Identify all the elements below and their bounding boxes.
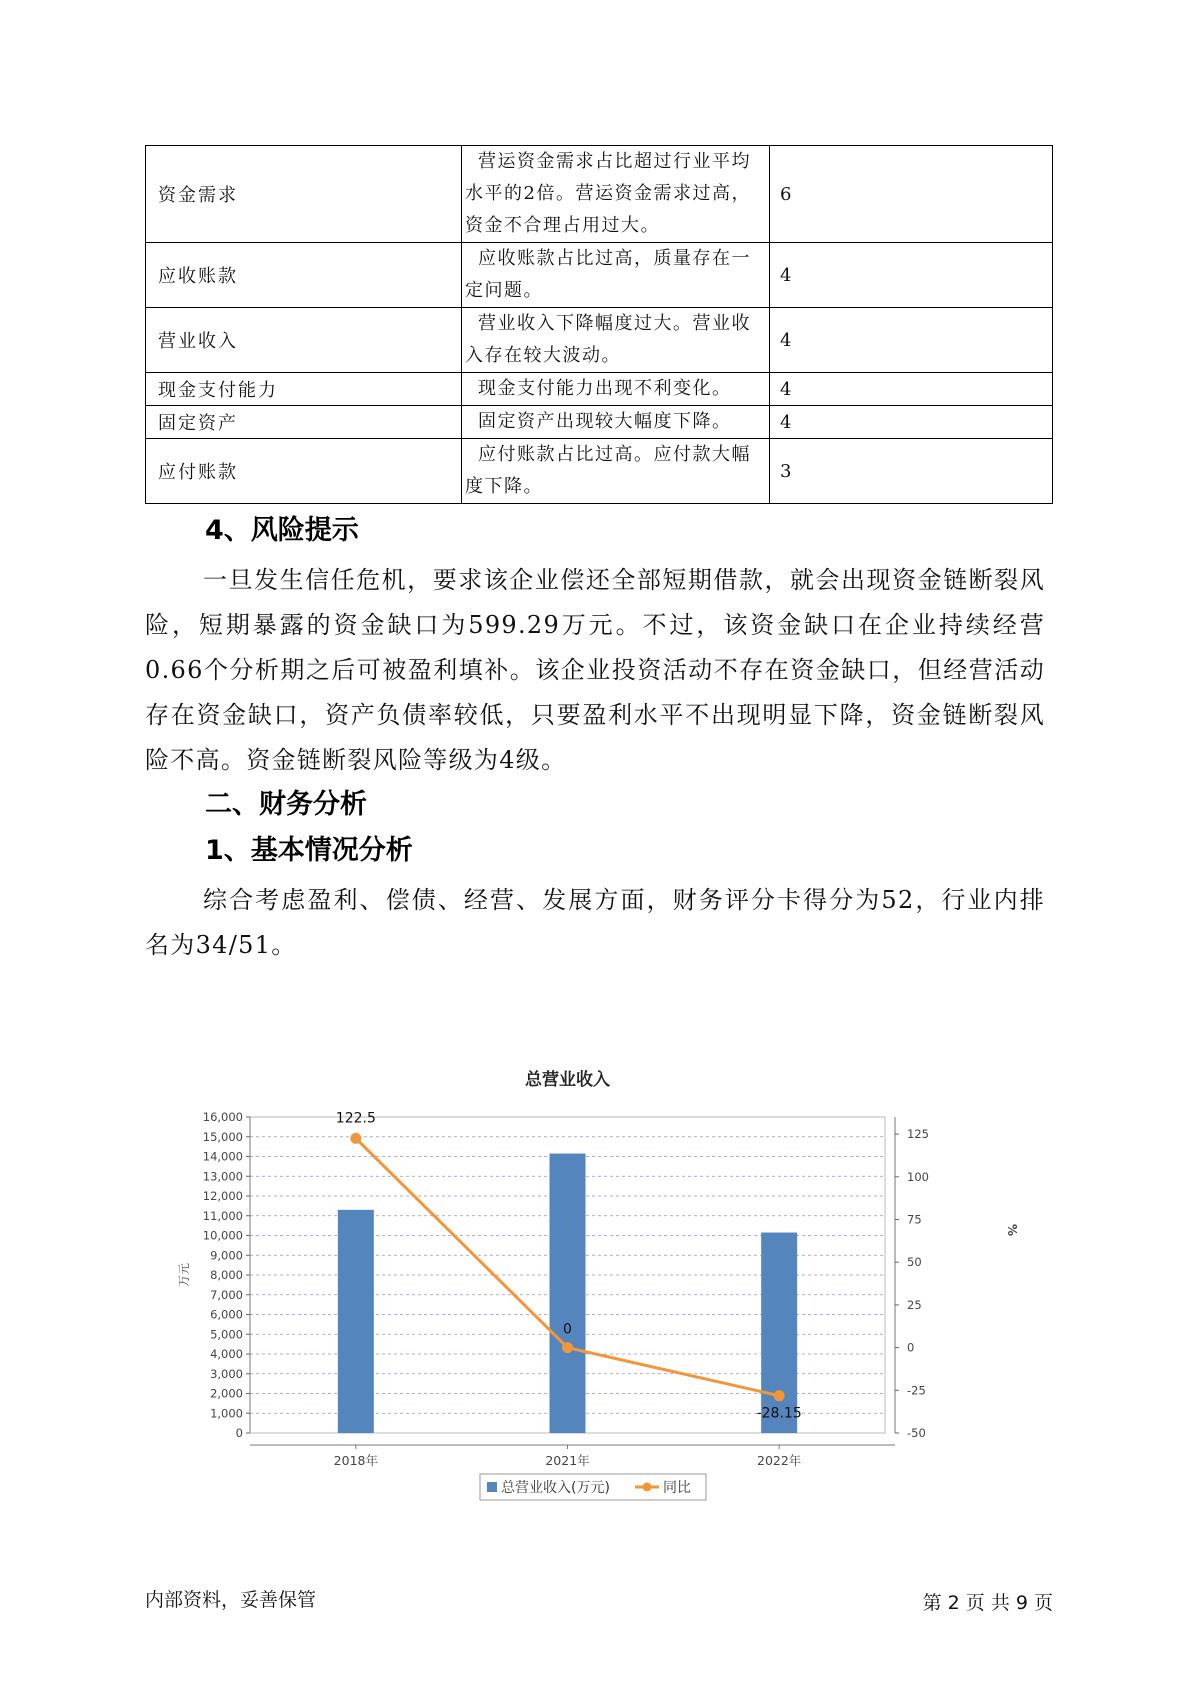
risk-level: 4 <box>780 264 792 286</box>
risk-table-row <box>146 243 1053 308</box>
y-tick-label: 9,000 <box>210 1248 243 1263</box>
y-tick-label: 3,000 <box>210 1366 243 1381</box>
risk-level: 4 <box>780 329 792 351</box>
legend-line-label: 同比 <box>663 1480 691 1496</box>
x-tick-label: 2021年 <box>545 1453 590 1468</box>
risk-level: 4 <box>780 378 792 400</box>
risk-level-cell <box>770 439 1053 504</box>
basic-analysis-paragraph: 综合考虑盈利、偿债、经营、发展方面，财务评分卡得分为52，行业内排名为34/51。 <box>145 886 1045 959</box>
y-tick-label: 13,000 <box>202 1169 243 1184</box>
risk-level: 4 <box>780 411 792 433</box>
risk-item-label: 应收账款 <box>158 266 238 287</box>
y2-tick-label: -50 <box>907 1426 926 1440</box>
y-tick-label: 0 <box>235 1426 243 1440</box>
yoy-data-label: 0 <box>563 1321 572 1338</box>
risk-level-cell <box>770 406 1053 439</box>
risk-item-label: 应付账款 <box>158 462 238 483</box>
risk-level-cell <box>770 373 1053 406</box>
risk-level-cell <box>770 308 1053 373</box>
risk-description: 营业收入下降幅度过大。营业收入存在较大波动。 <box>465 313 751 366</box>
revenue-bar <box>338 1210 374 1433</box>
risk-desc-cell <box>462 243 770 308</box>
yoy-point <box>350 1133 361 1144</box>
risk-item-cell <box>146 373 462 406</box>
y-tick-label: 8,000 <box>210 1268 243 1282</box>
financial-analysis-heading: 二、财务分析 <box>205 789 367 820</box>
risk-item-cell <box>146 439 462 504</box>
y-tick-label: 16,000 <box>202 1110 243 1124</box>
y-tick-label: 10,000 <box>202 1228 243 1243</box>
risk-item-cell <box>146 308 462 373</box>
risk-table-row <box>146 373 1053 406</box>
y-tick-label: 12,000 <box>202 1189 243 1203</box>
risk-table-row <box>146 308 1053 373</box>
risk-item-label: 资金需求 <box>158 185 238 206</box>
footer-confidential: 内部资料，妥善保管 <box>145 1589 317 1611</box>
x-tick-label: 2022年 <box>757 1453 802 1468</box>
risk-desc-cell <box>462 373 770 406</box>
risk-level: 6 <box>780 183 792 205</box>
risk-item-cell <box>146 146 462 243</box>
risk-heading: 4、风险提示 <box>205 515 359 546</box>
y2-tick-label: 125 <box>907 1127 929 1142</box>
y-tick-label: 7,000 <box>210 1287 243 1302</box>
footer-page-number: 第 2 页 共 9 页 <box>922 1592 1053 1614</box>
revenue-bar <box>550 1154 586 1433</box>
legend-bar-swatch <box>487 1482 497 1492</box>
risk-description: 应收账款占比过高，质量存在一定问题。 <box>465 248 751 301</box>
risk-item-label: 营业收入 <box>158 331 238 352</box>
risk-description: 营运资金需求占比超过行业平均水平的2倍。营运资金需求过高，资金不合理占用过大。 <box>465 151 751 236</box>
y-axis-label: 万元 <box>177 1262 191 1288</box>
y2-axis-label: % <box>1005 1223 1019 1237</box>
risk-item-label: 固定资产 <box>158 413 238 434</box>
basic-analysis-subheading: 1、基本情况分析 <box>205 835 413 866</box>
y-tick-label: 6,000 <box>210 1307 243 1322</box>
y-tick-label: 4,000 <box>210 1347 243 1361</box>
y-tick-label: 5,000 <box>210 1327 243 1342</box>
y2-tick-label: 25 <box>907 1297 922 1312</box>
y-tick-label: 1,000 <box>210 1406 243 1421</box>
risk-table-row <box>146 406 1053 439</box>
legend-bar-label: 总营业收入(万元) <box>501 1480 610 1496</box>
risk-level-cell <box>770 243 1053 308</box>
risk-desc-cell <box>462 308 770 373</box>
y2-tick-label: -25 <box>907 1383 926 1398</box>
x-tick-label: 2018年 <box>333 1453 378 1468</box>
risk-table <box>145 145 1053 504</box>
risk-item-label: 现金支付能力 <box>158 380 278 401</box>
risk-table-row <box>146 146 1053 243</box>
yoy-point <box>562 1342 573 1353</box>
yoy-point <box>774 1390 785 1401</box>
risk-desc-cell <box>462 439 770 504</box>
yoy-data-label: -28.15 <box>756 1405 802 1422</box>
risk-paragraph: 一旦发生信任危机，要求该企业偿还全部短期借款，就会出现资金链断裂风险，短期暴露的资金缺口为599.29万元。不过，该资金缺口在企业持续经营 0.66个分析期之后可被盈利填补。该企业投资活动不存在资金缺口，但经营活动存在资金缺口，资产负债率较低，只要盈利水平不出现明显下降，资金链断裂风险不高。资金链断裂风险等级为4级。 <box>145 566 1045 774</box>
risk-description: 应付账款占比过高。应付款大幅度下降。 <box>465 444 751 497</box>
risk-description: 固定资产出现较大幅度下降。 <box>478 411 732 432</box>
risk-desc-cell <box>462 146 770 243</box>
y2-tick-label: 100 <box>907 1169 929 1184</box>
y-tick-label: 15,000 <box>202 1129 243 1144</box>
y2-tick-label: 0 <box>907 1340 915 1355</box>
risk-level-cell <box>770 146 1053 243</box>
risk-desc-cell <box>462 406 770 439</box>
chart-title: 总营业收入 <box>525 1070 610 1090</box>
y2-tick-label: 50 <box>907 1255 922 1270</box>
legend-line-marker <box>643 1483 652 1492</box>
risk-description: 现金支付能力出现不利变化。 <box>478 378 732 399</box>
risk-item-cell <box>146 243 462 308</box>
y-tick-label: 2,000 <box>210 1386 243 1401</box>
risk-item-cell <box>146 406 462 439</box>
yoy-data-label: 122.5 <box>335 1110 376 1127</box>
risk-level: 3 <box>780 460 792 482</box>
y-tick-label: 11,000 <box>202 1208 243 1223</box>
revenue-bar <box>761 1233 797 1433</box>
y2-tick-label: 75 <box>907 1212 922 1227</box>
revenue-chart-svg <box>170 1065 1020 1525</box>
risk-table-row <box>146 439 1053 504</box>
revenue-chart <box>170 1065 1020 1525</box>
y-tick-label: 14,000 <box>202 1149 243 1164</box>
